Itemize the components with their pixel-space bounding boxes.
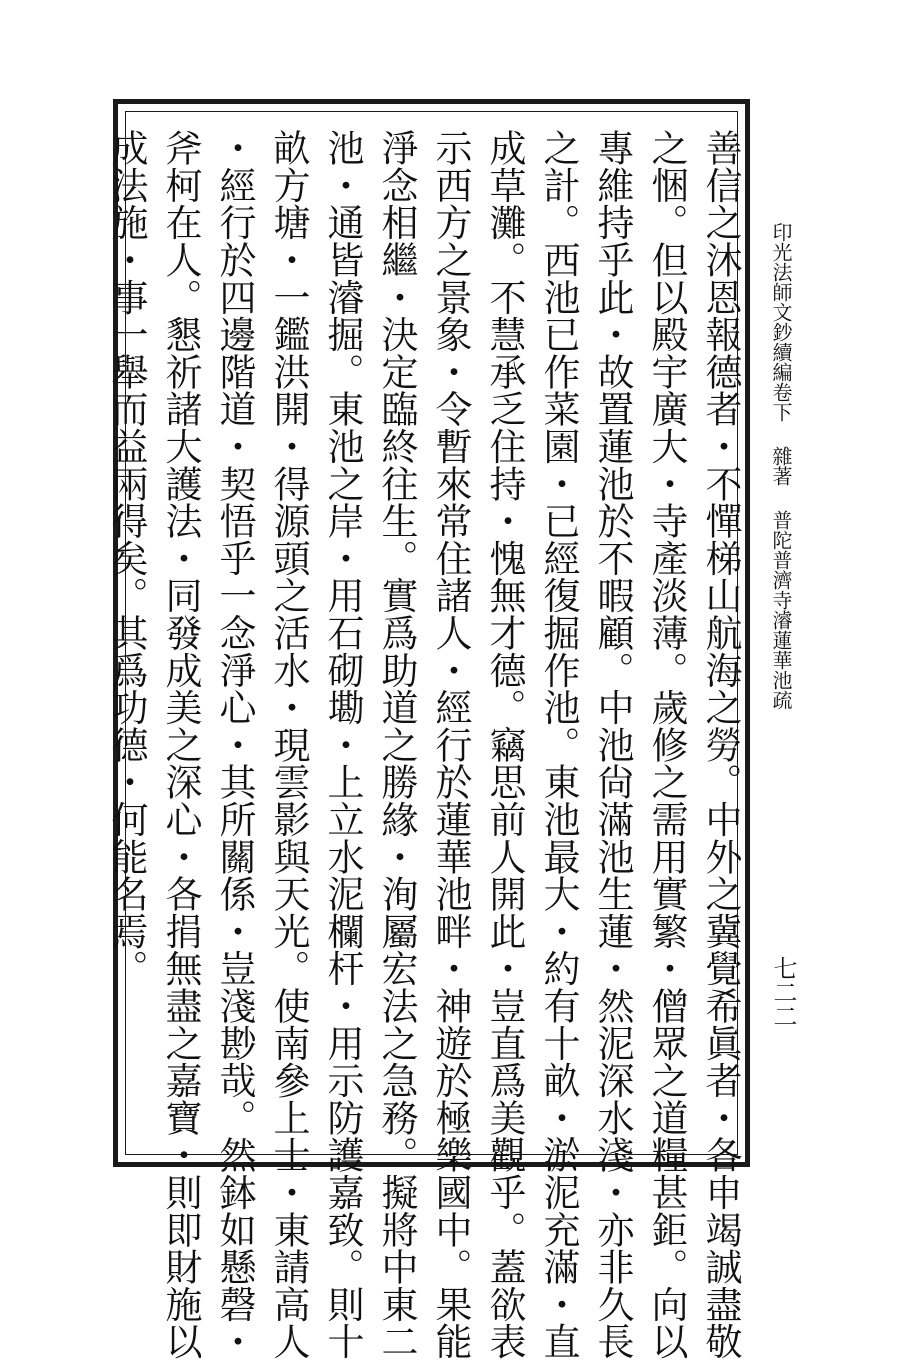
text-column: ・經行於四邊階道・契悟乎一念淨心・其所關係・豈淺尠哉。然鉢如懸磬・	[213, 129, 256, 1360]
chapter-title: 普陀普濟寺濬蓮華池疏	[769, 510, 793, 710]
body-text	[105, 129, 747, 1360]
book-title: 印光法師文鈔續編卷下	[769, 222, 793, 422]
text-column: 示西方之景象・令暫來常住諸人・經行於蓮華池畔・神遊於極樂國中。果能	[429, 129, 472, 1360]
text-column: 斧柯在人。懇祈諸大護法・同發成美之深心・各捐無盡之嘉寶・則即財施以	[159, 129, 202, 1360]
text-column: 成草灘。不慧承乏住持・愧無才德。竊思前人開此・豈直爲美觀乎。蓋欲表	[483, 129, 526, 1360]
text-column: 之悃。但以殿宇廣大・寺產淡薄。歲修之需用實繁・僧眾之道糧甚鉅。向以	[645, 129, 688, 1360]
section-title: 雜著	[769, 446, 793, 486]
text-column: 淨念相繼・決定臨終往生。實爲助道之勝緣・洵屬宏法之急務。擬將中東二	[375, 129, 418, 1360]
running-head	[769, 222, 793, 710]
text-column: 善信之沐恩報德者・不憚梯山航海之勞。中外之冀覺希眞者・各申竭誠盡敬	[699, 129, 742, 1360]
text-column: 成法施・事一舉而益兩得矣。其爲功德・何能名焉。	[105, 129, 148, 987]
text-column: 之計。西池已作菜園・已經復掘作池。東池最大・約有十畝・淤泥充滿・直	[537, 129, 580, 1360]
text-column: 畝方塘・一鑑洪開・得源頭之活水・現雲影與天光。使南參上士・東請高人	[267, 129, 310, 1360]
text-column: 池・通皆濬掘。東池之岸・用石砌墈・上立水泥欄杆・用示防護嘉致。則十	[321, 129, 364, 1360]
text-column: 專維持乎此・故置蓮池於不暇顧。中池尙滿池生蓮・然泥深水淺・亦非久長	[591, 129, 634, 1360]
page-number: 七二二	[769, 956, 797, 1028]
